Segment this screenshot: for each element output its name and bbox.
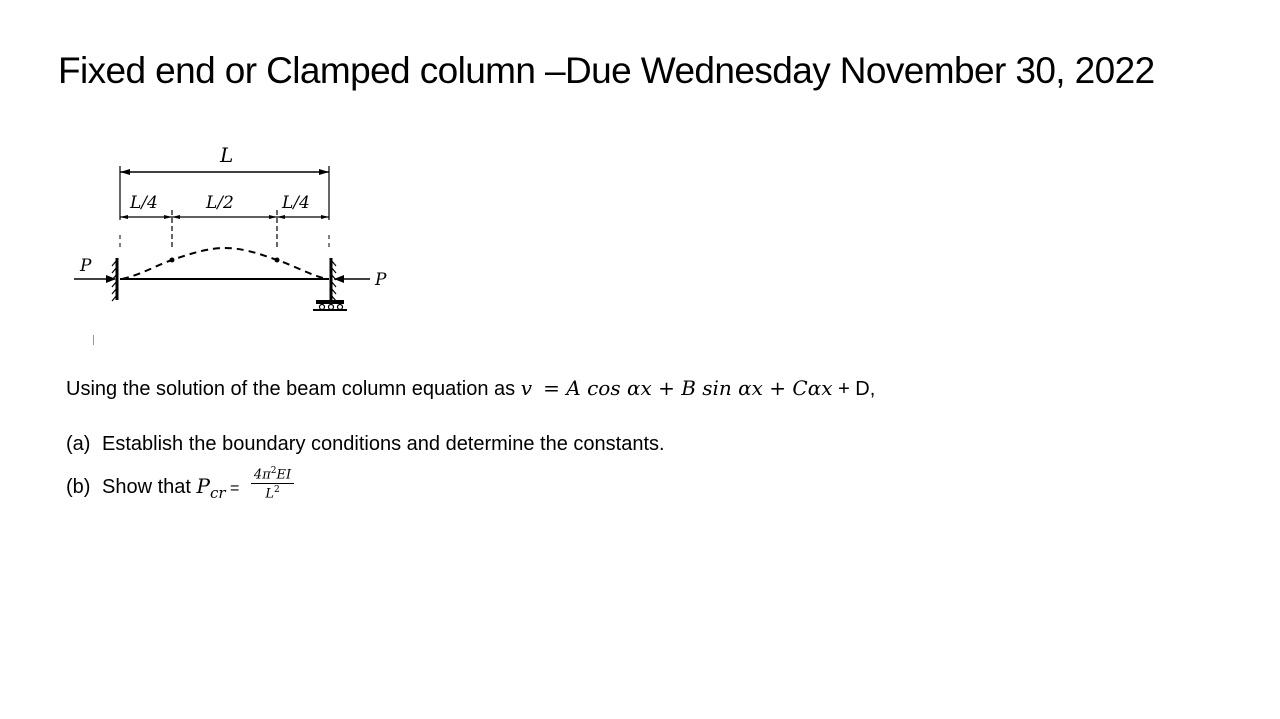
equation-tail: + D, <box>832 378 876 400</box>
quarter-arrow-5 <box>277 215 285 219</box>
quarter-arrow-2 <box>164 215 172 219</box>
critical-load-fraction <box>251 466 294 502</box>
item-a-label: (a) <box>66 433 91 455</box>
buckled-shape <box>122 248 327 279</box>
dimension-arrow-left <box>120 169 130 175</box>
roller-3 <box>338 305 343 310</box>
label-left-quarter: L/4 <box>130 193 158 213</box>
fraction-numerator: $4\pi^2EI$ <box>251 466 294 484</box>
label-right-quarter: L/4 <box>282 193 310 213</box>
item-b-text: Show that <box>102 476 197 499</box>
item-b-label: (b) <box>66 476 91 499</box>
equation-v: v <box>520 376 533 400</box>
item-b <box>66 466 294 506</box>
label-load-left: P <box>80 256 92 276</box>
equals-sign: = <box>225 480 240 498</box>
label-half: L/2 <box>206 193 234 213</box>
quarter-arrow-6 <box>321 215 329 219</box>
roller-base <box>316 300 344 304</box>
stray-mark <box>93 335 94 345</box>
problem-statement <box>66 376 875 401</box>
label-load-right: P <box>375 270 387 290</box>
quarter-arrow-4 <box>269 215 277 219</box>
equation-rhs: = A cos αx + B sin αx + Cαx <box>543 376 833 400</box>
fraction-denominator: $L^2$ <box>265 485 280 502</box>
slide-title: Fixed end or Clamped column –Due Wednesday November 30, 2022 <box>58 50 1155 91</box>
pcr-symbol: $P_{cr}$ <box>196 474 226 503</box>
inflection-point-left <box>170 258 175 263</box>
roller-2 <box>329 305 334 310</box>
label-total-length: L <box>220 143 234 167</box>
inflection-point-right <box>275 258 280 263</box>
quarter-arrow-1 <box>120 215 128 219</box>
item-a <box>66 433 665 456</box>
roller-1 <box>320 305 325 310</box>
clamped-column-diagram <box>70 140 400 320</box>
quarter-arrow-3 <box>172 215 180 219</box>
load-arrowhead-right <box>334 275 344 283</box>
column-diagram-svg <box>70 140 400 320</box>
item-a-text: Establish the boundary conditions and determine the constants. <box>102 433 665 455</box>
intro-text: Using the solution of the beam column equation as <box>66 378 521 400</box>
dimension-arrow-right <box>319 169 329 175</box>
